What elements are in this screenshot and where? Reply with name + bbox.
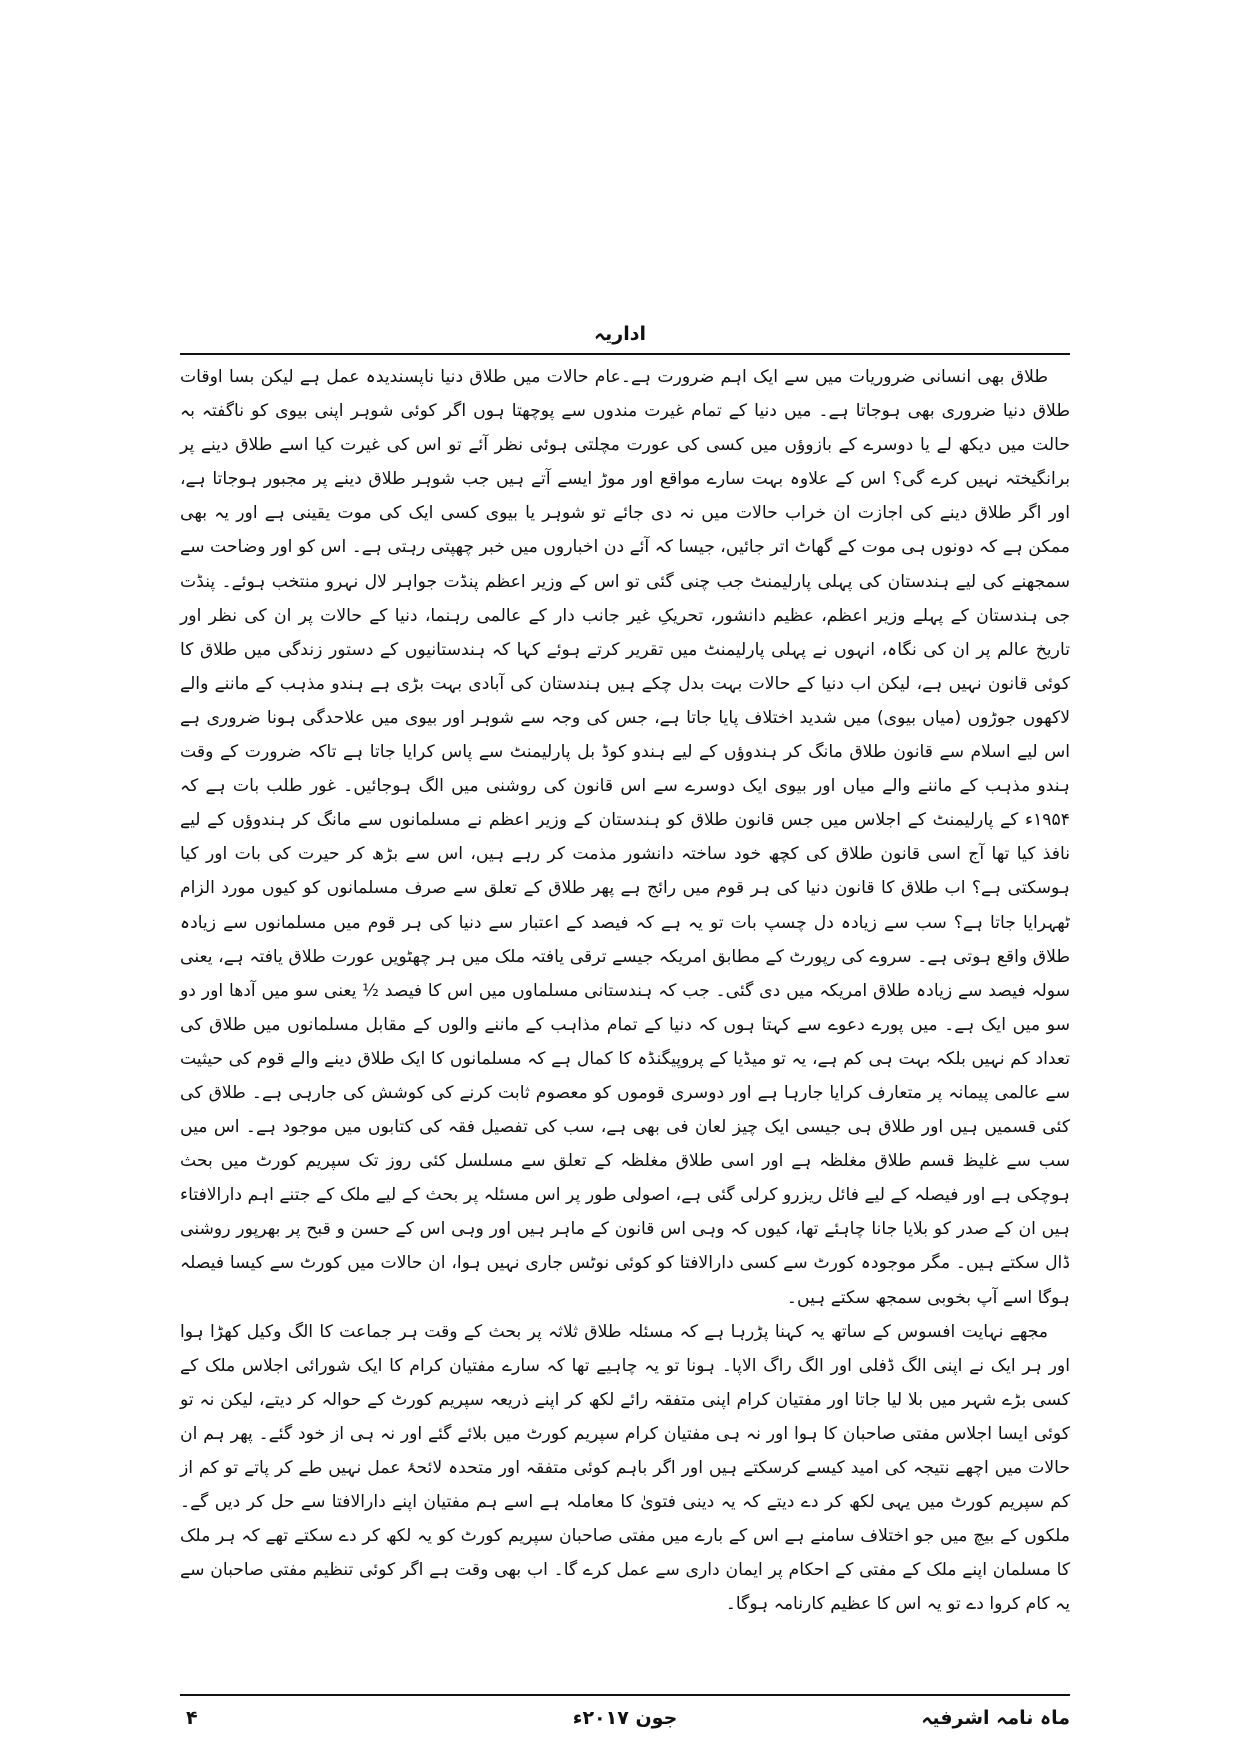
section-title: اداریہ [594, 323, 646, 345]
editorial-article [180, 360, 1070, 1621]
page-number: ۴ [186, 1707, 198, 1729]
bottom-divider [180, 1694, 1070, 1696]
issue-date: جون ۲۰۱۷ء [572, 1707, 678, 1729]
article-paragraph: طلاق بھی انسانی ضروریات میں سے ایک اہم ضرورت ہے۔عام حالات میں طلاق دنیا ناپسندیدہ عمل ہے لیکن بسا اوقات طلاق دنیا ضروری بھی ہوجاتا ہے۔ میں دنیا کے تمام غیرت مندوں سے پوچھتا ہوں اگر کوئی شوہر اپنی بیوی کو ناگفتہ بہ حالت میں دیکھ لے یا دوسرے کے بازوؤں میں کسی کی عورت مچلتی ہوئی نظر آئے تو اس کی غیرت کیا اسے طلاق دینے پر برانگیختہ نہیں کرے گی؟ اس کے علاوہ بہت سارے مواقع اور موڑ ایسے آتے ہیں جب شوہر طلاق دینے پر مجبور ہوجاتا ہے، اور اگر طلاق دینے کی اجازت ان خراب حالات میں نہ دی جائے تو شوہر یا بیوی کسی ایک کی موت یقینی ہے اور یہ بھی ممکن ہے کہ دونوں ہی موت کے گھاٹ اتر جائیں، جیسا کہ آئے دن اخباروں میں خبر چھپتی رہتی ہے۔ اس کو اور وضاحت سے سمجھنے کی لیے ہندستان کی پہلی پارلیمنٹ جب چنی گئی تو اس کے وزیر اعظم پنڈت جواہر لال نہرو منتخب ہوئے۔ پنڈت جی ہندستان کے پہلے وزیر اعظم، عظیم دانشور، تحریکِ غیر جانب دار کے عالمی رہنما، دنیا کے حالات پر ان کی نظر اور تاریخ عالم پر ان کی نگاہ، انہوں نے پہلی پارلیمنٹ میں تقریر کرتے ہوئے کہا کہ ہندستانیوں کے دستور زندگی میں طلاق کا کوئی قانون نہیں ہے، لیکن اب دنیا کے حالات بہت بدل چکے ہیں ہندستان کی آبادی بہت بڑی ہے ہندو مذہب کے ماننے والے لاکھوں جوڑوں (میاں بیوی) میں شدید اختلاف پایا جاتا ہے، جس کی وجہ سے شوہر اور بیوی میں علاحدگی ہونا ضروری ہے اس لیے اسلام سے قانون طلاق مانگ کر ہندوؤں کے لیے ہندو کوڈ بل پارلیمنٹ سے پاس کرایا جاتا ہے تاکہ ضرورت کے وقت ہندو مذہب کے ماننے والے میاں اور بیوی ایک دوسرے سے اس قانون کی روشنی میں الگ ہوجائیں۔ غور طلب بات ہے کہ ۱۹۵۴ء کے پارلیمنٹ کے اجلاس میں جس قانون طلاق کو ہندستان کے وزیر اعظم نے مسلمانوں سے مانگ کر ہندوؤں کے لیے نافذ کیا تھا آج اسی قانون طلاق کی کچھ خود ساختہ دانشور مذمت کر رہے ہیں، اس سے بڑھ کر حیرت کی بات اور کیا ہوسکتی ہے؟ اب طلاق کا قانون دنیا کی ہر قوم میں رائج ہے پھر طلاق کے تعلق سے صرف مسلمانوں کو کیوں مورد الزام ٹھہرایا جاتا ہے؟ سب سے زیادہ دل چسپ بات تو یہ ہے کہ فیصد کے اعتبار سے دنیا کی ہر قوم میں مسلمانوں سے زیادہ طلاق واقع ہوتی ہے۔ سروے کی رپورٹ کے مطابق امریکہ جیسے ترقی یافتہ ملک میں ہر چھٹویں عورت طلاق یافتہ ہے، یعنی سولہ فیصد سے زیادہ طلاق امریکہ میں دی گئی۔ جب کہ ہندستانی مسلماوں میں اس کا فیصد ½ یعنی سو میں آدھا اور دو سو میں ایک ہے۔ میں پورے دعوے سے کہتا ہوں کہ دنیا کے تمام مذاہب کے ماننے والوں کے مقابل مسلمانوں میں طلاق کی تعداد کم نہیں بلکہ بہت ہی کم ہے، یہ تو میڈیا کے پروپیگنڈہ کا کمال ہے کہ مسلمانوں کا ایک طلاق دینے والے قوم کی حیثیت سے عالمی پیمانہ پر متعارف کرایا جارہا ہے اور دوسری قوموں کو معصوم ثابت کرنے کی کوشش کی جارہی ہے۔ طلاق کی کئی قسمیں ہیں اور طلاق ہی جیسی ایک چیز لعان فی بھی ہے، سب کی تفصیل فقہ کی کتابوں میں موجود ہے۔ اس میں سب سے غلیظ قسم طلاق مغلظہ ہے اور اسی طلاق مغلظہ کے تعلق سے مسلسل کئی روز تک سپریم کورٹ میں بحث ہوچکی ہے اور فیصلہ کے لیے فائل ریزرو کرلی گئی ہے، اصولی طور پر اس مسئلہ پر بحث کے لیے ملک کے جتنے اہم دارالافتاء ہیں ان کے صدر کو بلایا جانا چاہئے تھا، کیوں کہ وہی اس قانون کے ماہر ہیں اور وہی اس کے حسن و قبح پر بھرپور روشنی ڈال سکتے ہیں۔ مگر موجودہ کورٹ سے کسی دارالافتا کو کوئی نوٹس جاری نہیں ہوا، ان حالات میں کورٹ سے کیسا فیصلہ ہوگا اسے آپ بخوبی سمجھ سکتے ہیں۔ [180, 367, 1070, 1308]
page-footer [180, 1702, 1070, 1734]
top-divider [180, 353, 1070, 355]
magazine-name: ماہ نامہ اشرفیہ [921, 1707, 1070, 1729]
article-paragraph: مجھے نہایت افسوس کے ساتھ یہ کہنا پڑرہا ہے کہ مسئلہ طلاق ثلاثہ پر بحث کے وقت ہر جماعت کا الگ وکیل کھڑا ہوا اور ہر ایک نے اپنی الگ ڈفلی اور الگ راگ الاپا۔ ہونا تو یہ چاہیے تھا کہ سارے مفتیان کرام کا ایک شورائی اجلاس ملک کے کسی بڑے شہر میں بلا لیا جاتا اور مفتیان کرام اپنی متفقہ رائے لکھ کر اپنے ذریعہ سپریم کورٹ کے حوالہ کر دیتے، لیکن نہ تو کوئی ایسا اجلاس مفتی صاحبان کا ہوا اور نہ ہی مفتیان کرام سپریم کورٹ میں بلائے گئے اور نہ ہی از خود گئے۔ پھر ہم ان حالات میں اچھے نتیجہ کی امید کیسے کرسکتے ہیں اور اگر باہم کوئی متفقہ اور متحدہ لائحۂ عمل نہیں طے کر پاتے تو کم از کم سپریم کورٹ میں یہی لکھ کر دے دیتے کہ یہ دینی فتویٰ کا معاملہ ہے اسے ہم مفتیان اپنے دارالافتا سے حل کر دیں گے۔ ملکوں کے بیچ میں جو اختلاف سامنے ہے اس کے بارے میں مفتی صاحبان سپریم کورٹ کو یہ لکھ کر دے سکتے تھے کہ ہر ملک کا مسلمان اپنے ملک کے مفتی کے احکام پر ایمان داری سے عمل کرے گا۔ اب بھی وقت ہے اگر کوئی تنظیم مفتی صاحبان سے یہ کام کروا دے تو یہ اس کا عظیم کارنامہ ہوگا۔ [180, 1321, 1070, 1615]
